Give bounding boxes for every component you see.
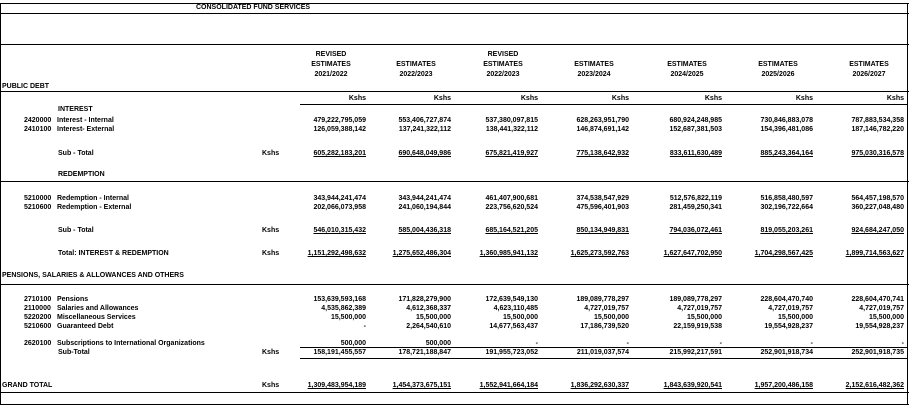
- section-redemption: REDEMPTION: [58, 171, 105, 178]
- table-cell: 187,146,782,220: [851, 126, 904, 133]
- table-cell: 15,500,000: [686, 314, 722, 321]
- section-grand-total: GRAND TOTAL: [2, 382, 53, 389]
- row-label: Interest- External: [57, 126, 115, 133]
- table-cell: 4,727,019,757: [677, 305, 722, 312]
- table-cell: 15,500,000: [593, 314, 629, 321]
- table-cell: 19,554,928,237: [855, 323, 904, 330]
- table-cell: 1,704,298,567,425: [754, 250, 813, 257]
- table-cell: 4,612,368,337: [406, 305, 451, 312]
- table-cell: 158,191,455,557: [313, 349, 366, 356]
- table-cell: 833,611,630,489: [669, 150, 722, 157]
- table-cell: 281,459,250,341: [669, 204, 722, 211]
- table-cell: 172,639,549,130: [485, 296, 538, 303]
- table-cell: 1,627,647,702,950: [663, 250, 722, 257]
- table-cell: 628,263,951,790: [576, 117, 629, 124]
- row-label: Sub-Total: [58, 349, 90, 356]
- row-code: 2620100: [24, 340, 52, 347]
- row-label: Redemption - External: [57, 204, 132, 211]
- table-cell: 189,089,778,297: [576, 296, 629, 303]
- table-cell: 461,407,900,681: [485, 195, 538, 202]
- unit-row-rule: [300, 104, 907, 105]
- table-cell: -: [810, 340, 813, 347]
- row-code: 5210000: [24, 195, 52, 202]
- row-unit: Kshs: [262, 382, 280, 389]
- table-cell: 690,648,049,986: [398, 150, 451, 157]
- table-cell: -: [626, 340, 629, 347]
- row-label: Sub - Total: [58, 150, 94, 157]
- bottom-border: [0, 404, 909, 405]
- table-cell: 1,309,483,954,189: [307, 382, 366, 389]
- row-label: Guaranteed Debt: [57, 323, 114, 330]
- table-cell: 14,677,563,437: [489, 323, 538, 330]
- table-cell: 154,396,481,086: [760, 126, 813, 133]
- row-unit: Kshs: [262, 349, 280, 356]
- row-label: Pensions: [57, 296, 89, 303]
- left-border: [0, 3, 1, 404]
- public-debt-rule: [0, 91, 909, 92]
- table-cell: 171,828,279,900: [398, 296, 451, 303]
- table-cell: 343,944,241,474: [398, 195, 451, 202]
- unit-label-6: Kshs: [886, 95, 904, 102]
- table-cell: 228,604,470,741: [851, 296, 904, 303]
- column-header-2: REVISED ESTIMATES 2022/2023: [483, 51, 523, 78]
- unit-label-1: Kshs: [433, 95, 451, 102]
- table-cell: 924,684,247,050: [851, 227, 904, 234]
- table-cell: 374,538,547,929: [576, 195, 629, 202]
- unit-label-5: Kshs: [795, 95, 813, 102]
- table-cell: 4,535,862,389: [321, 305, 366, 312]
- column-header-0: REVISED ESTIMATES 2021/2022: [311, 51, 351, 78]
- section-interest: INTEREST: [58, 106, 93, 113]
- table-cell: 500,000: [425, 340, 451, 347]
- table-cell: 1,625,273,592,763: [570, 250, 629, 257]
- table-cell: 137,241,322,112: [398, 126, 451, 133]
- table-cell: 787,883,534,358: [851, 117, 904, 124]
- table-cell: 605,282,183,201: [313, 150, 366, 157]
- table-cell: 15,500,000: [777, 314, 813, 321]
- table-cell: -: [535, 340, 538, 347]
- table-cell: 153,639,593,168: [313, 296, 366, 303]
- table-cell: 302,196,722,664: [760, 204, 813, 211]
- column-header-5: ESTIMATES 2025/2026: [758, 61, 798, 78]
- unit-label-0: Kshs: [348, 95, 366, 102]
- table-cell: 585,004,436,318: [398, 227, 451, 234]
- table-cell: 775,138,642,932: [576, 150, 629, 157]
- row-label: Interest - Internal: [57, 117, 114, 124]
- table-cell: 1,899,714,563,627: [845, 250, 904, 257]
- table-cell: -: [363, 323, 366, 330]
- table-cell: 675,821,419,927: [485, 150, 538, 157]
- table-cell: 15,500,000: [868, 314, 904, 321]
- table-cell: 885,243,364,164: [760, 150, 813, 157]
- row-label: Miscellaneous Services: [57, 314, 136, 321]
- table-cell: 500,000: [340, 340, 366, 347]
- column-header-4: ESTIMATES 2024/2025: [667, 61, 707, 78]
- table-cell: 1,151,292,498,632: [307, 250, 366, 257]
- table-cell: 553,406,727,874: [398, 117, 451, 124]
- table-cell: 22,159,919,538: [673, 323, 722, 330]
- table-cell: 223,756,620,524: [485, 204, 538, 211]
- table-cell: 4,623,110,485: [493, 305, 538, 312]
- right-border: [907, 3, 908, 404]
- row-label: Total: INTEREST & REDEMPTION: [58, 250, 169, 257]
- table-cell: 680,924,248,985: [669, 117, 722, 124]
- subtotal-underline: [300, 358, 907, 359]
- table-cell: 19,554,928,237: [764, 323, 813, 330]
- table-cell: 1,275,652,486,304: [392, 250, 451, 257]
- table-cell: 975,030,316,578: [851, 150, 904, 157]
- table-cell: 126,059,388,142: [313, 126, 366, 133]
- table-cell: 819,055,203,261: [760, 227, 813, 234]
- table-cell: 1,957,200,486,158: [754, 382, 813, 389]
- table-cell: 1,552,941,664,184: [479, 382, 538, 389]
- row-code: 5220200: [24, 314, 52, 321]
- row-label: Sub - Total: [58, 227, 94, 234]
- table-cell: 191,955,723,052: [485, 349, 538, 356]
- table-cell: 516,858,480,597: [760, 195, 813, 202]
- table-cell: 2,264,540,610: [406, 323, 451, 330]
- header-top-rule: [0, 44, 909, 45]
- table-cell: 1,360,985,941,132: [479, 250, 538, 257]
- table-cell: 241,060,194,844: [398, 204, 451, 211]
- table-cell: 252,901,918,734: [760, 349, 813, 356]
- section-public-debt: PUBLIC DEBT: [2, 83, 50, 90]
- table-cell: 1,843,639,920,541: [663, 382, 722, 389]
- table-cell: 685,164,521,205: [485, 227, 538, 234]
- unit-label-3: Kshs: [611, 95, 629, 102]
- table-cell: 1,454,373,675,151: [392, 382, 451, 389]
- unit-label-4: Kshs: [704, 95, 722, 102]
- grand-total-rule: [0, 392, 909, 393]
- unit-label-2: Kshs: [520, 95, 538, 102]
- row-unit: Kshs: [262, 150, 280, 157]
- column-header-6: ESTIMATES 2026/2027: [849, 61, 889, 78]
- row-code: 5210600: [24, 204, 52, 211]
- table-cell: 211,019,037,574: [576, 349, 629, 356]
- column-header-3: ESTIMATES 2023/2024: [574, 61, 614, 78]
- table-cell: 15,500,000: [330, 314, 366, 321]
- subtotal-rule: [300, 347, 907, 348]
- row-unit: Kshs: [262, 227, 280, 234]
- row-label: Subscriptions to International Organizations: [57, 340, 205, 347]
- table-cell: 475,596,401,903: [576, 204, 629, 211]
- row-code: 2410100: [24, 126, 52, 133]
- table-cell: -: [719, 340, 722, 347]
- row-code: 5210600: [24, 323, 52, 330]
- table-cell: 178,721,188,847: [398, 349, 451, 356]
- table-cell: -: [901, 340, 904, 347]
- table-cell: 546,010,315,432: [313, 227, 366, 234]
- table-cell: 730,846,883,078: [760, 117, 813, 124]
- table-cell: 15,500,000: [502, 314, 538, 321]
- redemption-rule: [0, 181, 909, 182]
- table-cell: 4,727,019,757: [859, 305, 904, 312]
- table-cell: 17,186,739,520: [580, 323, 629, 330]
- row-label: Redemption - Internal: [57, 195, 129, 202]
- table-cell: 252,901,918,735: [851, 349, 904, 356]
- table-cell: 202,066,073,958: [313, 204, 366, 211]
- table-cell: 2,152,616,482,362: [845, 382, 904, 389]
- row-unit: Kshs: [262, 250, 280, 257]
- row-code: 2420000: [24, 117, 52, 124]
- row-code: 2110000: [24, 305, 51, 312]
- table-cell: 152,687,381,503: [669, 126, 722, 133]
- column-header-1: ESTIMATES 2022/2023: [396, 61, 436, 78]
- table-cell: 146,874,691,142: [576, 126, 629, 133]
- table-cell: 189,089,778,297: [669, 296, 722, 303]
- table-cell: 215,992,217,591: [669, 349, 722, 356]
- table-cell: 4,727,019,757: [768, 305, 813, 312]
- row-label: Salaries and Allowances: [57, 305, 139, 312]
- table-cell: 4,727,019,757: [584, 305, 629, 312]
- table-cell: 564,457,198,570: [851, 195, 904, 202]
- title-divider: [0, 13, 909, 14]
- table-cell: 138,441,322,112: [485, 126, 538, 133]
- table-cell: 794,036,072,461: [669, 227, 722, 234]
- table-cell: 850,134,949,831: [576, 227, 629, 234]
- section-pensions: PENSIONS, SALARIES & ALLOWANCES AND OTHERS: [2, 272, 184, 279]
- table-cell: 479,222,795,059: [313, 117, 366, 124]
- table-cell: 343,944,241,474: [313, 195, 366, 202]
- table-cell: 512,576,822,119: [669, 195, 722, 202]
- page-title: CONSOLIDATED FUND SERVICES: [196, 4, 311, 11]
- row-code: 2710100: [24, 296, 52, 303]
- table-cell: 1,836,292,630,337: [570, 382, 629, 389]
- table-cell: 15,500,000: [415, 314, 451, 321]
- table-cell: 360,227,048,480: [851, 204, 904, 211]
- table-cell: 537,380,097,815: [485, 117, 538, 124]
- table-cell: 228,604,470,740: [760, 296, 813, 303]
- pensions-rule: [0, 284, 909, 285]
- top-border: [0, 3, 909, 4]
